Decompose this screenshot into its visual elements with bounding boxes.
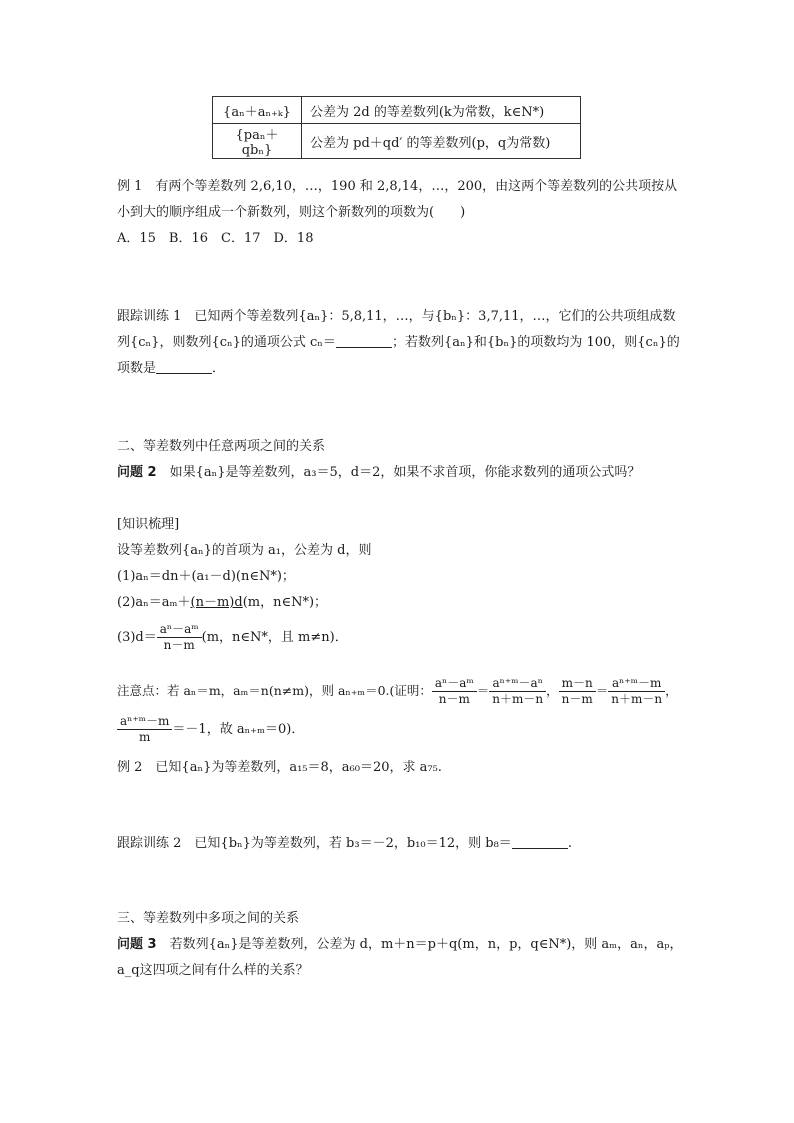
example-label: 例 1: [117, 179, 143, 194]
knowledge-heading: [知识梳理]: [117, 517, 180, 532]
question-label: 问题 3: [117, 937, 157, 952]
formula-2: (2)aₙ＝aₘ＋(n－m)d(m，n∈N*)；: [117, 595, 328, 610]
formula-1: (1)aₙ＝dn＋(a₁－d)(n∈N*)；: [117, 569, 295, 584]
example-2: [117, 756, 442, 775]
track-exercise-1: 跟踪训练 1 已知两个等差数列{aₙ}：5,8,11，…，与{bₙ}：3,7,11，…，它们的公共项组成数 列{cₙ}，则数列{cₙ}的通项公式 cₙ＝ ；若数列{aₙ}和{bₙ}的项数均为 100，则{cₙ}的 项数是 ．: [117, 309, 680, 376]
track-exercise-2: 跟踪训练 2 已知{bₙ}为等差数列，若 b₃＝－2，b₁₀＝12，则 b₈＝ .: [117, 836, 572, 851]
table-row: [213, 97, 581, 124]
property-table: [212, 96, 581, 159]
note-continued: $\frac{\text{aⁿ⁺ᵐ－m}}{m}$ ＝－1，故 aₙ₊ₘ＝0)．: [117, 714, 304, 745]
knowledge-summary: [117, 512, 677, 616]
section-2: [117, 434, 677, 486]
answer-blank[interactable]: [156, 359, 212, 374]
answer-blank[interactable]: [336, 333, 392, 348]
section-heading: 二、等差数列中任意两项之间的关系: [117, 439, 326, 454]
question-label: 问题 2: [117, 465, 157, 480]
table-cell: {paₙ＋qbₙ}: [213, 124, 302, 159]
knowledge-intro: 设等差数列{aₙ}的首项为 a₁，公差为 d，则: [117, 543, 372, 558]
fraction: $\frac{\text{aⁿ－aᵐ}}{n-m}$: [157, 622, 202, 653]
example-1: [117, 174, 677, 252]
track-label: 跟踪训练 1: [117, 309, 182, 324]
track-label: 跟踪训练 2: [117, 836, 182, 851]
track-text: 已知{bₙ}为等差数列，若 b₃＝－2，b₁₀＝12，则 b₈＝: [194, 836, 512, 851]
formula-3: (3)d＝ $\frac{\text{aⁿ－aᵐ}}{n-m}$ (m，n∈N*，且 m≠n)．: [117, 622, 348, 652]
example-options: A．15 B．16 C．17 D．18: [117, 231, 314, 246]
track-text: ；若数列{aₙ}和{bₙ}的项数均为 100，则{cₙ}的: [391, 335, 680, 350]
question-text: 如果{aₙ}是等差数列，a₃＝5，d＝2，如果不求首项，你能求数列的通项公式吗？: [169, 465, 641, 480]
section-3: [117, 906, 683, 984]
section-heading: 三、等差数列中多项之间的关系: [117, 911, 300, 926]
table-cell: {aₙ＋aₙ₊ₖ}: [213, 97, 302, 124]
track-text: 已知两个等差数列{aₙ}：5,8,11，…，与{bₙ}：3,7,11，…，它们的公共项组成数: [194, 309, 676, 324]
table-row: [213, 124, 581, 159]
example-text: 有两个等差数列 2,6,10，…，190 和 2,8,14，…，200，由这两个等差数列的公共项按从: [155, 179, 678, 194]
question-text: a_q这四项之间有什么样的关系？: [117, 963, 309, 978]
example-text: 已知{aₙ}为等差数列，a₁₅＝8，a₆₀＝20，求 a₇₅.: [155, 760, 442, 775]
example-text: 小到大的顺序组成一个新数列，则这个新数列的项数为( ): [117, 205, 466, 220]
track-text: 列{cₙ}，则数列{cₙ}的通项公式 cₙ＝: [117, 335, 336, 350]
note: 注意点：若 aₙ＝m，aₘ＝n(n≠m)，则 aₙ₊ₘ＝0.(证明： $\frac{\text{aⁿ－aᵐ}}{n-m}$ ＝ $\frac{\text{aⁿ⁺ᵐ－aⁿ}}{n+m-n}$ ， $\frac{m-n}{n-m}$ ＝ $\frac{\text{aⁿ⁺ᵐ－m}}{n+m-n}$ ，: [117, 676, 678, 706]
answer-blank[interactable]: [512, 834, 568, 849]
table-cell: 公差为 pd＋qd′ 的等差数列(p，q为常数): [302, 124, 581, 159]
track-text: 项数是: [117, 361, 157, 376]
question-text: 若数列{aₙ}是等差数列，公差为 d，m＋n＝p＋q(m，n，p，q∈N*)，则 aₘ，aₙ，aₚ，: [169, 937, 683, 952]
table-cell: 公差为 2d 的等差数列(k为常数，k∈N*): [302, 97, 581, 124]
example-label: 例 2: [117, 760, 143, 775]
